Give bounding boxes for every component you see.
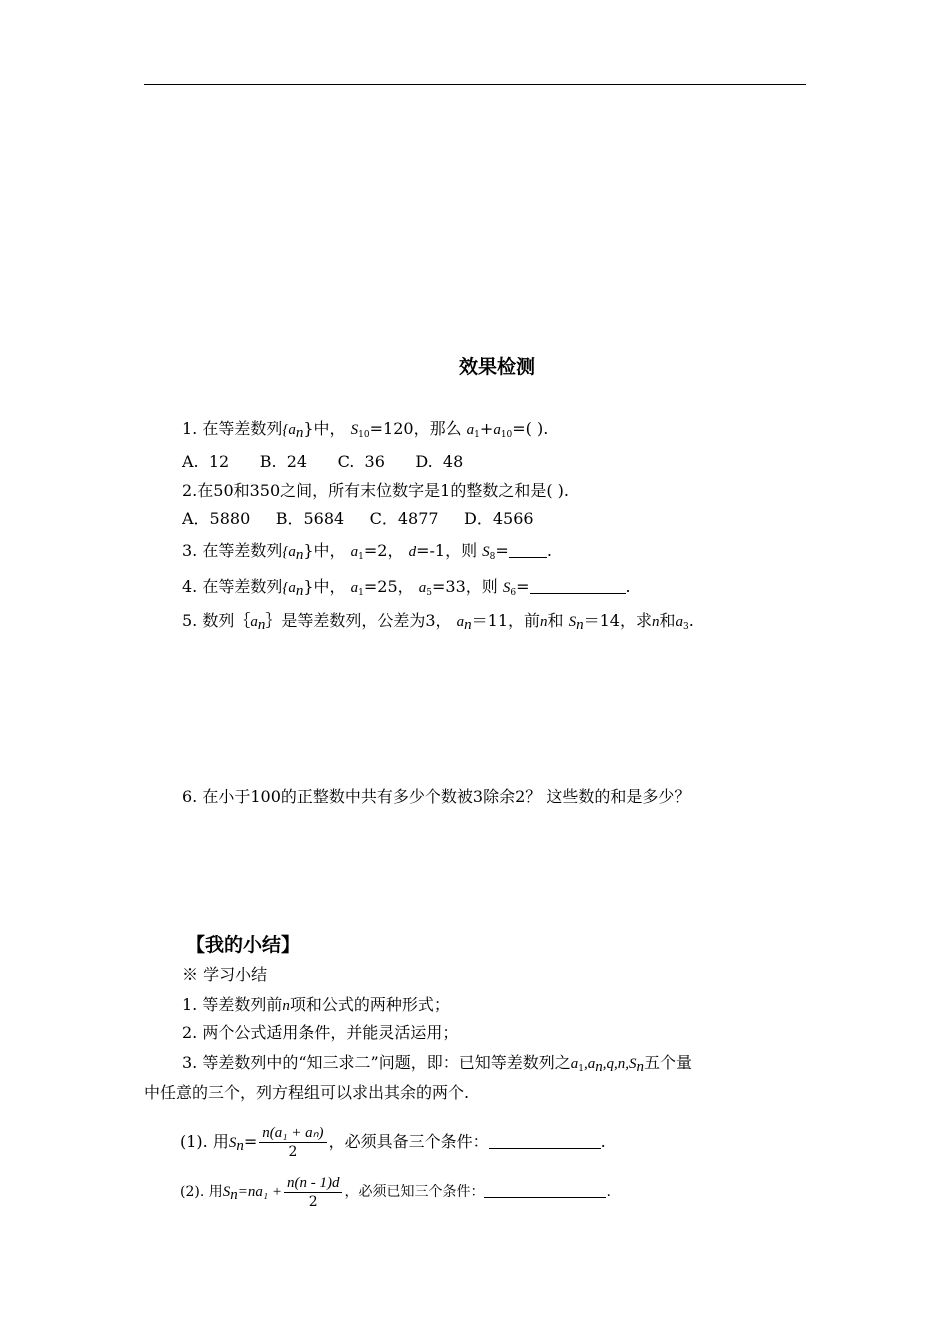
question-6: 6. 在小于100的正整数中共有多少个数被3除余2？ 这些数的和是多少？ — [182, 787, 691, 806]
summary-item-2: 2. 两个公式适用条件，并能灵活运用； — [182, 1023, 459, 1042]
question-4: 4. 在等差数列$\{a_n\}$中， $a_1=25$， $a_5=33$，则 $S_6=$ . — [182, 577, 631, 599]
summary-item-1: 1. 等差数列前n项和公式的两种形式； — [182, 995, 450, 1014]
formula-2-fraction: $\frac{n(n - 1)d}{2}$ — [284, 1174, 343, 1211]
question-1: 1. 在等差数列$\{a_n\}$中， $S_{10}=120$，那么 $a_1+a_{10}=$( ). — [182, 419, 549, 441]
formula-1-fraction: $\frac{\text{n(a₁ + aₙ)}}{2}$ — [259, 1124, 326, 1161]
answer-blank[interactable] — [484, 1183, 606, 1198]
question-5: 5. 数列$\{a_n\}$是等差数列，公差为3， $a_n=11$，前n和 $S_n=14$，求n和$a_3$. — [182, 611, 694, 633]
summary-item-3-continued: 中任意的三个，列方程组可以求出其余的两个. — [144, 1083, 470, 1102]
summary-item-3: 3. 等差数列中的“知三求二”问题，即：已知等差数列之$a_1,a_n,q,n,S_n$五个量 — [182, 1053, 692, 1075]
formula-1-line: (1). 用$S_n=$ $\frac{\text{n(a₁ + aₙ)}}{2}$ ，必须具备三个条件： . — [180, 1125, 606, 1160]
header-rule — [144, 84, 806, 85]
formula-2-line: (2). 用$S_n=na_1$ + $\frac{n(n - 1)d}{2}$ ，必须已知三个条件： . — [180, 1174, 611, 1210]
summary-star-line: ※ 学习小结 — [182, 965, 268, 984]
question-2: 2.在50和350之间，所有末位数字是1的整数之和是( ). — [182, 481, 570, 500]
answer-blank[interactable] — [509, 543, 547, 558]
answer-blank[interactable] — [489, 1134, 601, 1149]
question-1-options: A. 12 B. 24 C. 36 D. 48 — [182, 452, 464, 471]
section-title: 效果检测 — [458, 356, 535, 378]
question-2-options: A．5880 B．5684 C．4877 D．4566 — [182, 509, 534, 528]
question-3: 3. 在等差数列$\{a_n\}$中， $a_1=2$， d=-1，则 $S_8=$ . — [182, 541, 552, 563]
answer-blank[interactable] — [530, 579, 626, 594]
summary-heading: 【我的小结】 — [186, 934, 301, 956]
